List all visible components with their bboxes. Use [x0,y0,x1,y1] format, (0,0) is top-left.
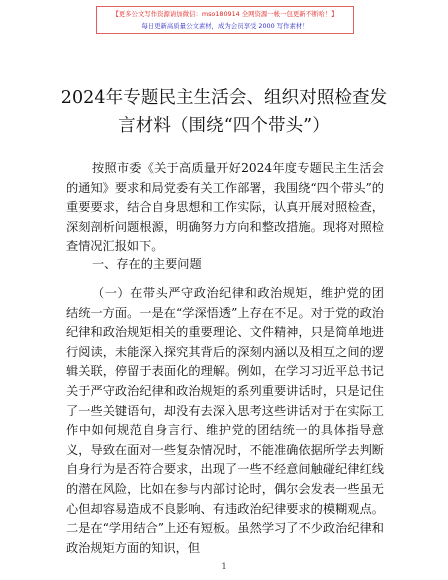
intro-paragraph: 按照市委《关于高质量开好2024年度专题民主生活会的通知》要求和局党委有关工作部署，我围绕“四个带头”的重要要求，结合自身思想和工作实际，认真开展对照检查，深刻剖析问题根源，明确努力方向和整改措施。现将对照检查情况汇报如下。 [66,161,384,254]
banner-line-1: 【更多公文写作资源请加微信：mso180914 全网资源一帐一包更新不断哈！】 [112,10,338,18]
banner-line-2: 每日更新高质量公文素材，成为会员享受 2000 写作素材！ [141,22,309,30]
promo-banner [96,6,354,34]
document-title: 2024年专题民主生活会、组织对照检查发言材料（围绕“四个带头”） [60,88,388,136]
section-heading: 一、存在的主要问题 [92,257,202,271]
page-number: 1 [221,562,227,571]
body-paragraph: （一）在带头严守政治纪律和政治规矩，维护党的团结统一方面。一是在“学深悟透”上存在不足。对于党的政治纪律和政治规矩相关的重要理论、文件精神，只是简单地进行阅读，未能深入探究其背后的深刻内涵以及相互之间的逻辑关联，停留于表面化的理解。例如，在学习习近平总书记关于严守政治纪律和政治规矩的系列重要讲话时，只是记住了一些关键语句，却没有去深入思考这些讲话对于在实际工作中如何规范自身言行、维护党的团结统一的具体指导意义，导致在面对一些复杂情况时，不能准确依据所学去判断自身行为是否符合要求，出现了一些不经意间触碰纪律红线的潜在风险，比如在参与内部讨论时，偶尔会发表一些虽无心但却容易造成不良影响、有违政治纪律要求的模糊观点。二是在“学用结合”上还有短板。虽然学习了不少政治纪律和政治规矩方面的知识，但 [66,286,384,555]
